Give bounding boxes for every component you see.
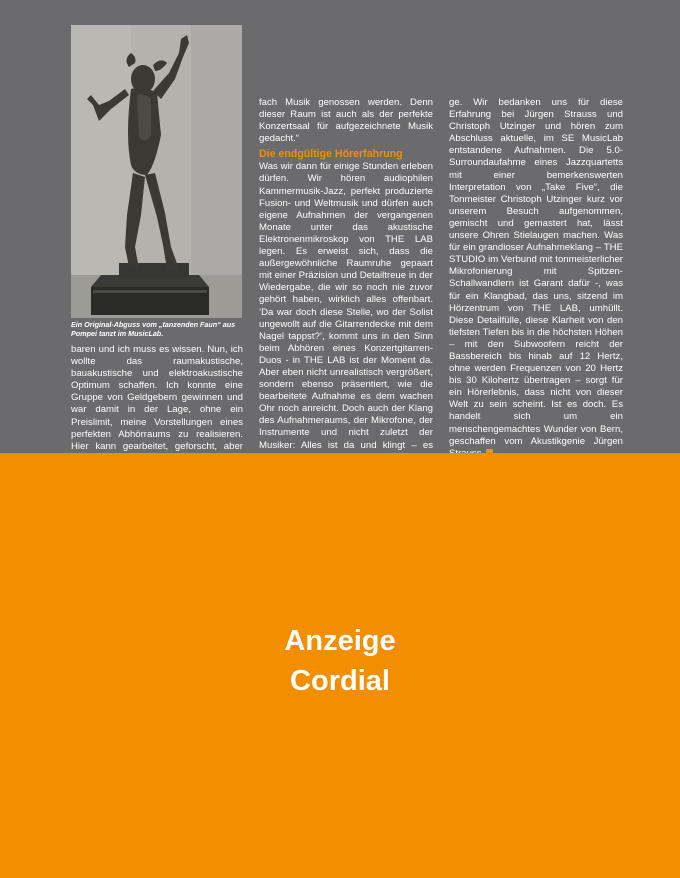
photo-caption: Ein Original-Abguss vom „tanzenden Faun“ aus Pompei tanzt im MusicLab. xyxy=(71,320,236,338)
section-subheading: Die endgültige Hörerfahrung xyxy=(259,148,403,161)
paragraph xyxy=(449,97,623,460)
paragraph-text: ge. Wir bedanken uns für diese Erfahrung bei Jürgen Strauss und Christoph Utzinger und hören zum Abschluss aktuelle, im SE MusicLab entstandene Aufnahmen. Die 5.0-Surroundaufahme eines Jazzquartetts mit einer bemerkenswerten Interpretation von „Take Five“, die Tonmeister Christoph Utzinger kurz vor unserem Besuch aufgenommen, gemischt und gemastert hat, lässt unsere Ohren Stielaugen machen. Was für ein grandioser Aufnahmeklang – THE STUDIO im Verbund mit tonmeisterlicher Mikrofonierung mit Spitzen-Schallwandlern ist Garant dafür -, was für ein Klangbad, das uns, sitzend im Hörzentrum von THE LAB, umhüllt. Diese Detailfülle, diese Klarheit von den tiefsten Tiefen bis in die höchsten Höhen – mit den Subwoofern reicht der Bassbereich bis hinab auf 12 Hertz, ohne werden Frequenzen von 20 Hertz bis 30 Kilohertz übertragen – sorgt für ein Hörerlebnis, dass nicht von dieser Welt zu sein scheint. Ist es doch. Es handelt sich um ein menschengemachtes Wunder von Bern, geschaffen vom Akustikgenie Jürgen xyxy=(449,97,623,447)
text-column-1 xyxy=(71,344,243,465)
text-column-2 xyxy=(259,97,433,488)
ad-label-line2: Cordial xyxy=(290,665,390,697)
paragraph: fach Musik genossen werden. Denn dieser Raum ist auch als der perfekte Konzertsaal für aufgezeichnete Musik gedacht.“ xyxy=(259,97,433,145)
ad-label-line1: Anzeige xyxy=(284,625,396,657)
statue-image xyxy=(71,25,242,318)
advertisement-placeholder xyxy=(0,453,680,878)
text-column-3 xyxy=(449,97,623,508)
paragraph: Was wir dann für einige Stunden erleben dürfen. Wir hören audiophilen Kammermusik-Jazz, perfekt produzierte Fusion- und Weltmusik und dürfen auch eigene Aufnahmen der vergangenen Monate unter das akustische Elektronenmikroskop von THE LAB legen. Es erweist sich, dass die außergewöhnliche Raumruhe gepaart mit einer Präzision und Detailtreue in der Wiedergabe, die wir so noch nie zuvor gehört haben, wirklich alles offenbart. ’Da war doch diese Stelle, wo der Solist ungewollt auf die Gitarrendecke mit dem Nagel tappst?’, kommt uns in den Sinn beim Abhören eines Konzertgitarren-Duos - in THE LAB ist der Moment da. Aber eben nicht unrealistisch vergrößert, sondern ebenso präsentiert, wie die bearbeitete Aufnahme es dem wachen Ohr noch anreicht. Doch auch der Klang des Aufnahmeraums, der Mikrofone, der Instrumente und nicht zuletzt der Musiker: Alles ist da und klingt – es xyxy=(259,161,433,451)
paragraph: baren und ich muss es wissen. Nun, ich wollte das raumakustische, bauakustische und elektroakustische Optimum schaffen. Ich konnte eine Gruppe von Geldgebern gewinnen und war damit in der Lage, ohne ein Preislimit, meine Vorstellungen eines perfekten Abhörraums zu realisieren. Hier kann gearbeitet, geforscht, aber xyxy=(71,344,243,452)
ad-label xyxy=(0,621,680,701)
faun-statue-photo xyxy=(71,25,242,318)
